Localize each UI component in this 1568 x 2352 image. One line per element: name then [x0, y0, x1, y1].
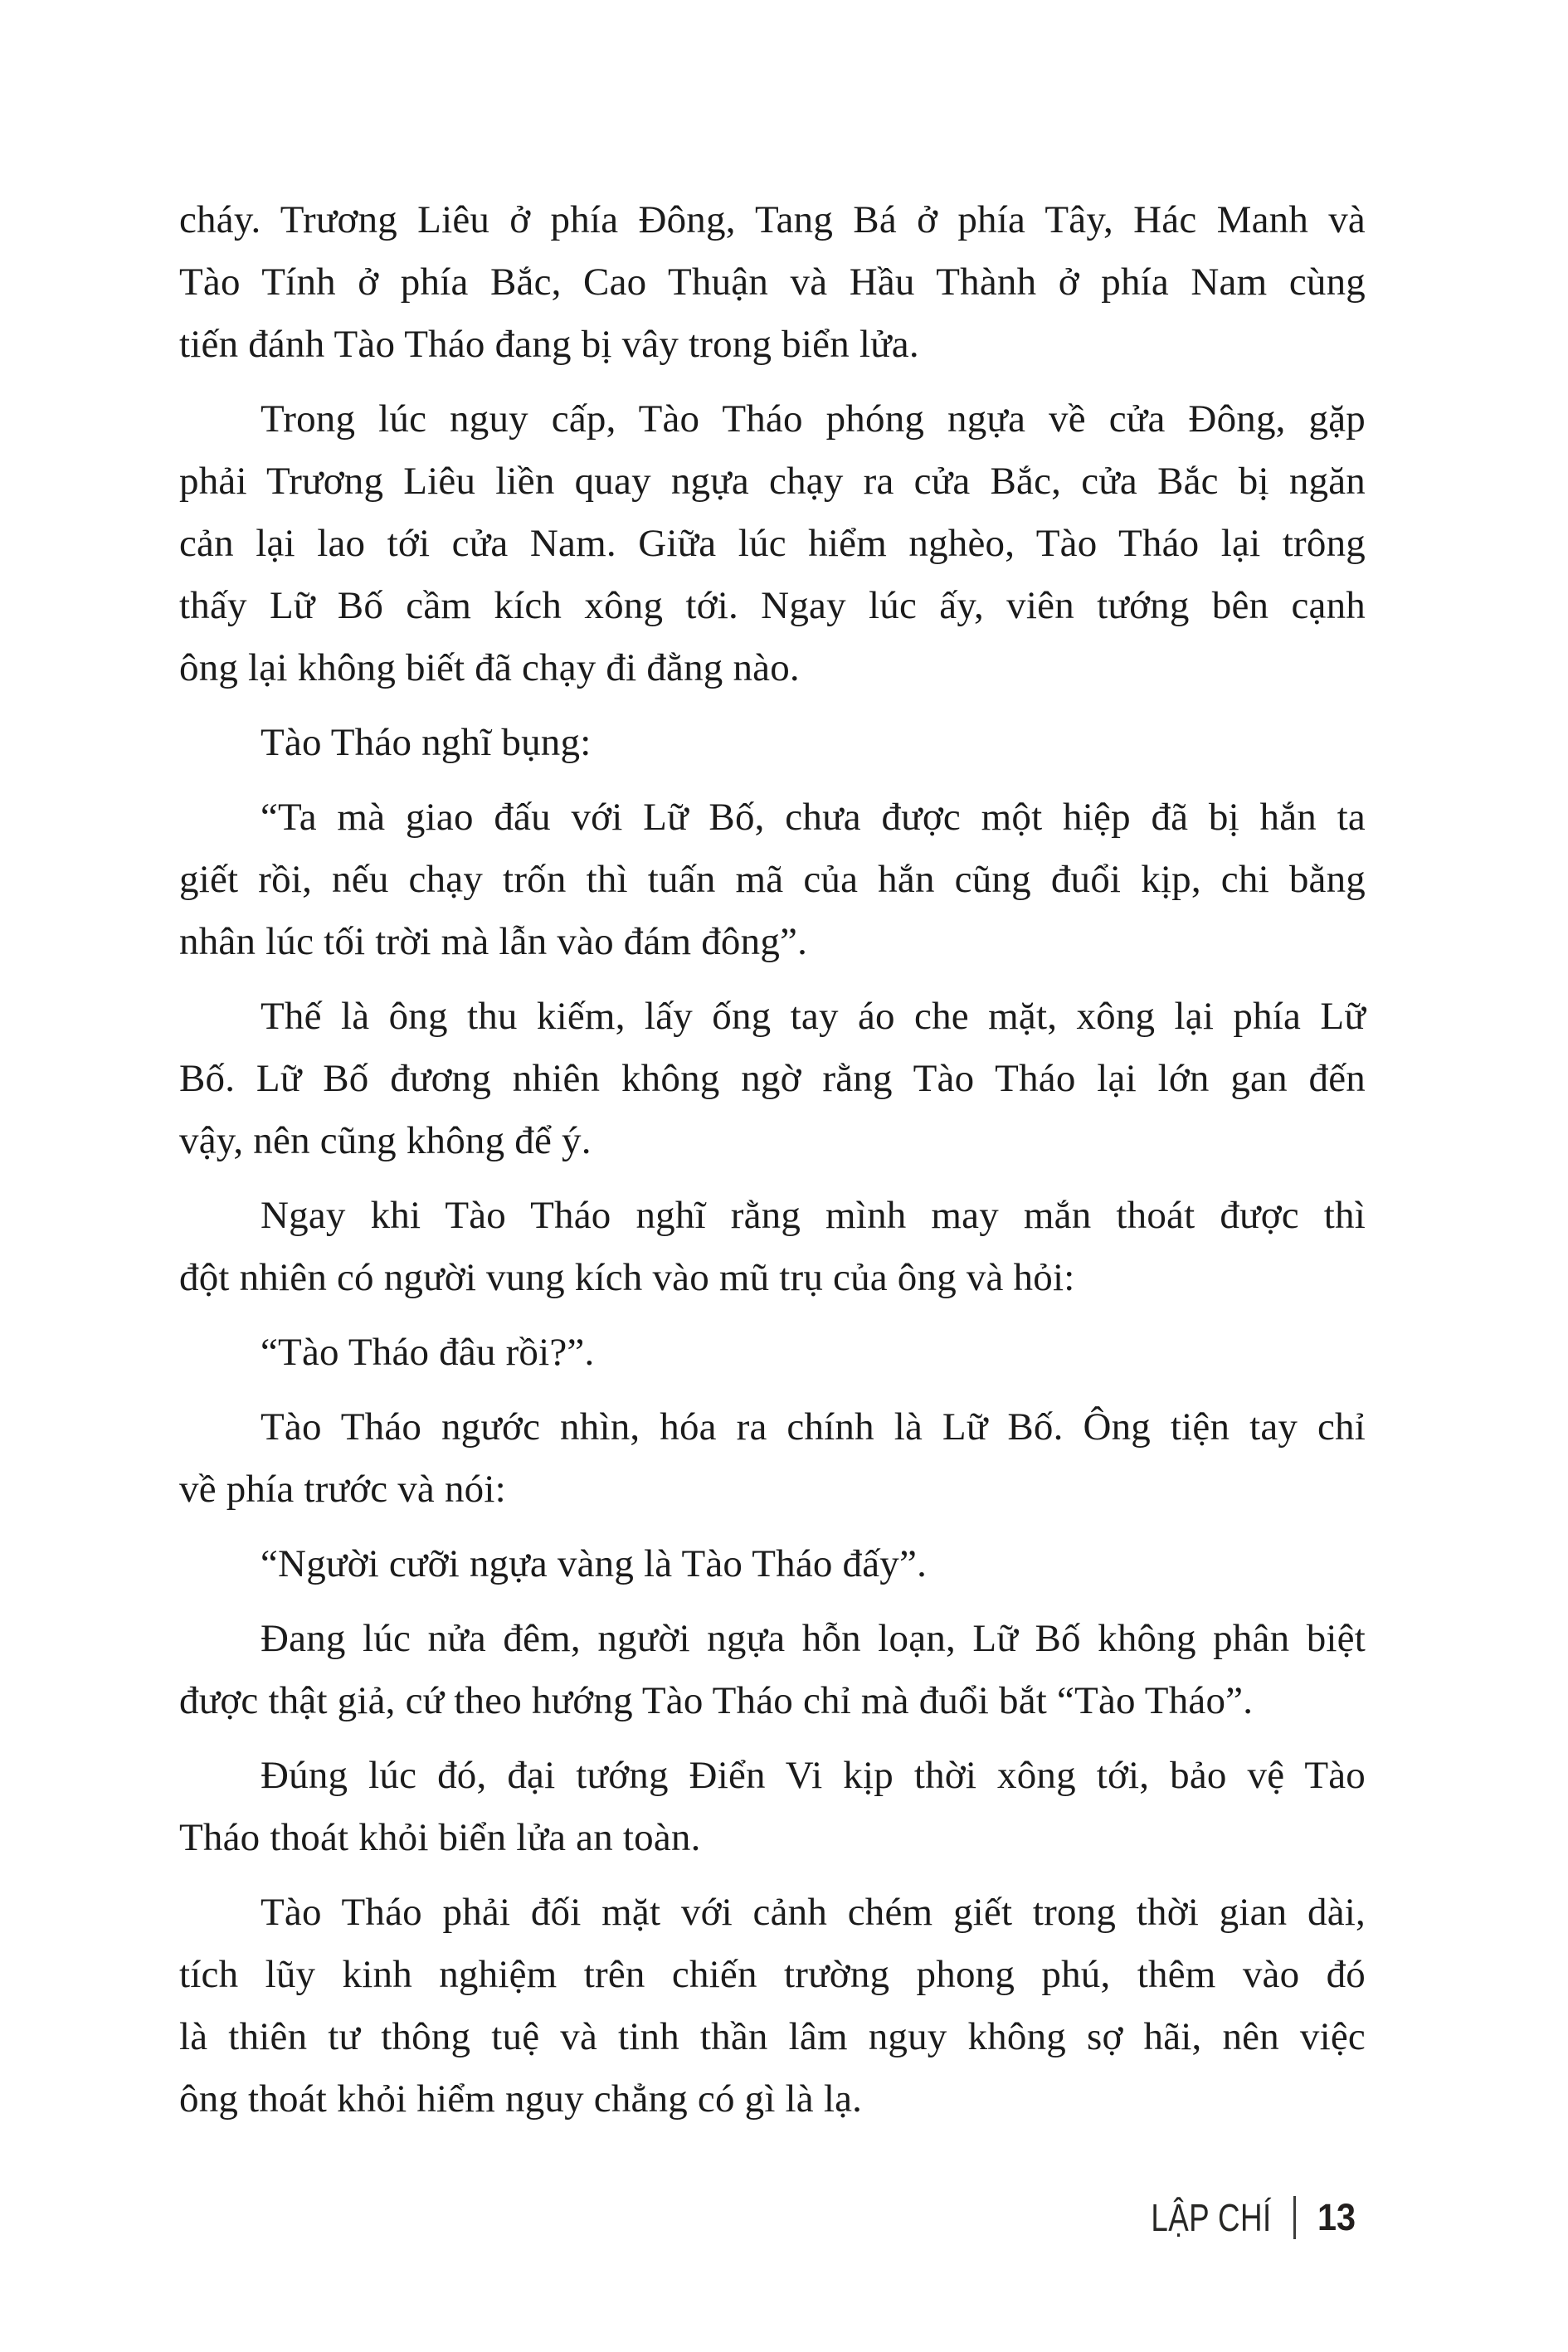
- text-line: Thế là ông thu kiếm, lấy ống tay áo che mặt, xông lại phía Lữ: [261, 995, 1366, 1038]
- paragraph: [179, 1745, 1366, 1869]
- text-line: giết rồi, nếu chạy trốn thì tuấn mã của hắn cũng đuổi kịp, chi bằng: [179, 858, 1366, 901]
- text-line: Tào Tháo ngước nhìn, hóa ra chính là Lữ Bố. Ông tiện tay chỉ: [261, 1405, 1366, 1449]
- text-line: về phía trước và nói:: [179, 1468, 506, 1511]
- running-footer: [1121, 2194, 1359, 2241]
- paragraph: [179, 189, 1366, 376]
- paragraph: [179, 712, 1366, 774]
- footer-page-number: 13: [1317, 2196, 1356, 2238]
- paragraph: [179, 1322, 1366, 1384]
- text-line: Đang lúc nửa đêm, người ngựa hỗn loạn, Lữ Bố không phân biệt: [261, 1617, 1366, 1660]
- text-line: “Ta mà giao đấu với Lữ Bố, chưa được một hiệp đã bị hắn ta: [261, 796, 1366, 839]
- footer-separator: [1293, 2196, 1296, 2239]
- text-line: phải Trương Liêu liền quay ngựa chạy ra cửa Bắc, cửa Bắc bị ngăn: [179, 460, 1366, 503]
- text-line: “Tào Tháo đâu rồi?”.: [261, 1331, 595, 1374]
- text-line: được thật giả, cứ theo hướng Tào Tháo chỉ mà đuổi bắt “Tào Tháo”.: [179, 1679, 1254, 1722]
- text-line: Ngay khi Tào Tháo nghĩ rằng mình may mắn thoát được thì: [261, 1194, 1366, 1237]
- text-line: ông thoát khỏi hiểm nguy chẳng có gì là lạ.: [179, 2077, 863, 2121]
- paragraph: [179, 1396, 1366, 1521]
- text-line: cháy. Trương Liêu ở phía Đông, Tang Bá ở phía Tây, Hác Manh và: [179, 198, 1366, 241]
- paragraph: [179, 986, 1366, 1172]
- footer-section-label: LẬP CHÍ: [1151, 2196, 1272, 2239]
- text-line: Trong lúc nguy cấp, Tào Tháo phóng ngựa về cửa Đông, gặp: [261, 397, 1366, 441]
- text-line: ông lại không biết đã chạy đi đằng nào.: [179, 646, 800, 689]
- paragraph: [179, 1882, 1366, 2130]
- text-line: Tào Tháo phải đối mặt với cảnh chém giết trong thời gian dài,: [261, 1891, 1366, 1934]
- text-line: tiến đánh Tào Tháo đang bị vây trong biển lửa.: [179, 323, 919, 366]
- text-line: Bố. Lữ Bố đương nhiên không ngờ rằng Tào Tháo lại lớn gan đến: [179, 1057, 1366, 1100]
- paragraph: [179, 1185, 1366, 1309]
- paragraph: [179, 1608, 1366, 1732]
- text-line: đột nhiên có người vung kích vào mũ trụ của ông và hỏi:: [179, 1256, 1075, 1299]
- text-line: Tháo thoát khỏi biển lửa an toàn.: [179, 1816, 701, 1859]
- text-line: vậy, nên cũng không để ý.: [179, 1119, 592, 1162]
- text-line: Tào Tính ở phía Bắc, Cao Thuận và Hầu Thành ở phía Nam cùng: [179, 261, 1366, 304]
- text-line: là thiên tư thông tuệ và tinh thần lâm nguy không sợ hãi, nên việc: [179, 2015, 1366, 2058]
- text-line: Đúng lúc đó, đại tướng Điển Vi kịp thời xông tới, bảo vệ Tào: [261, 1754, 1366, 1797]
- paragraph: [179, 388, 1366, 699]
- text-line: thấy Lữ Bố cầm kích xông tới. Ngay lúc ấy, viên tướng bên cạnh: [179, 584, 1366, 627]
- text-line: “Người cưỡi ngựa vàng là Tào Tháo đấy”.: [261, 1542, 928, 1585]
- text-line: Tào Tháo nghĩ bụng:: [261, 721, 592, 764]
- paragraph: [179, 1533, 1366, 1595]
- paragraph: [179, 786, 1366, 973]
- page-text: [179, 189, 1366, 2143]
- text-line: cản lại lao tới cửa Nam. Giữa lúc hiểm nghèo, Tào Tháo lại trông: [179, 522, 1366, 565]
- text-line: nhân lúc tối trời mà lẫn vào đám đông”.: [179, 920, 808, 963]
- text-line: tích lũy kinh nghiệm trên chiến trường phong phú, thêm vào đó: [179, 1953, 1366, 1996]
